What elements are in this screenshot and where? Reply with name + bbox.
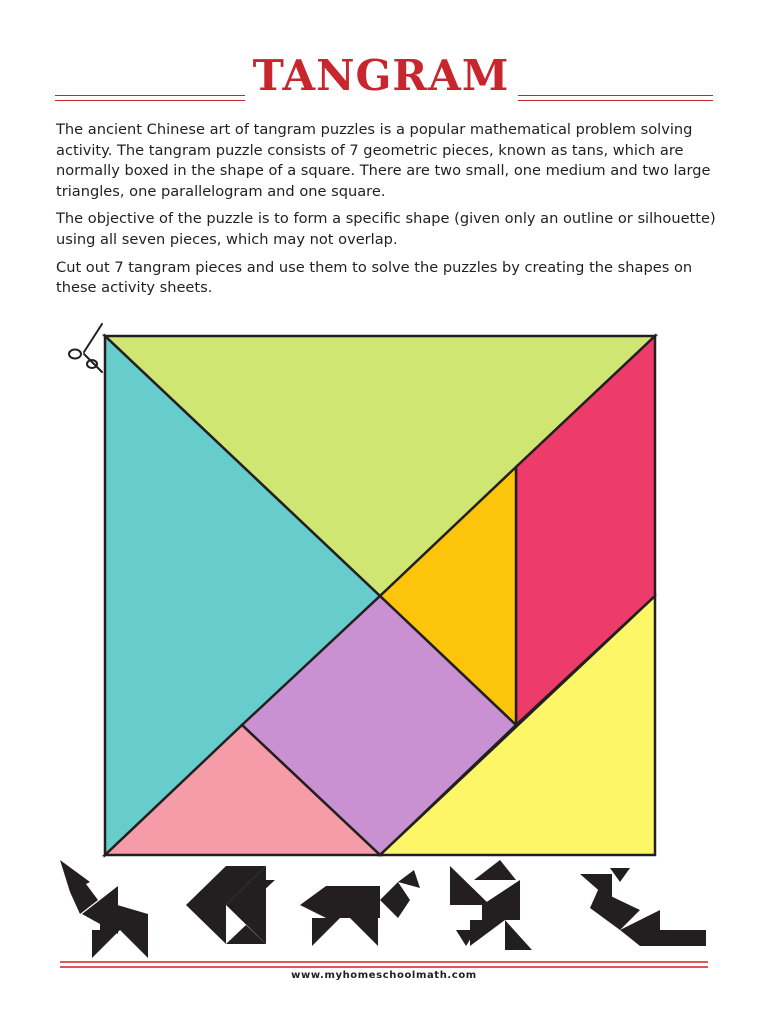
scissors-icon[interactable] (69, 324, 102, 372)
fish-silhouette (186, 866, 275, 944)
seated-figure-silhouette (580, 868, 706, 946)
intro-paragraph-2: The objective of the puzzle is to form a specific shape (given only an outline or silhouette) using all seven pieces, which may not overlap. (56, 210, 716, 248)
bird-silhouette (450, 860, 532, 950)
footer-url[interactable]: www.myhomeschoolmath.com (291, 970, 477, 981)
intro-paragraph-1: The ancient Chinese art of tangram puzzles is a popular mathematical problem solving activity. The tangram puzzle consists of 7 geometric pieces, known as tans, which are normally boxed in the shape of a square. There are two small, one medium and two large triangles, one parallelogram and one square. (56, 121, 711, 200)
silhouettes-row (60, 860, 706, 958)
intro-paragraph-3: Cut out 7 tangram pieces and use them to solve the puzzles by creating the shapes on these activity sheets. (56, 258, 693, 297)
cat-silhouette (60, 860, 148, 958)
dog-silhouette (300, 870, 420, 946)
page-title: TANGRAM (252, 51, 510, 100)
